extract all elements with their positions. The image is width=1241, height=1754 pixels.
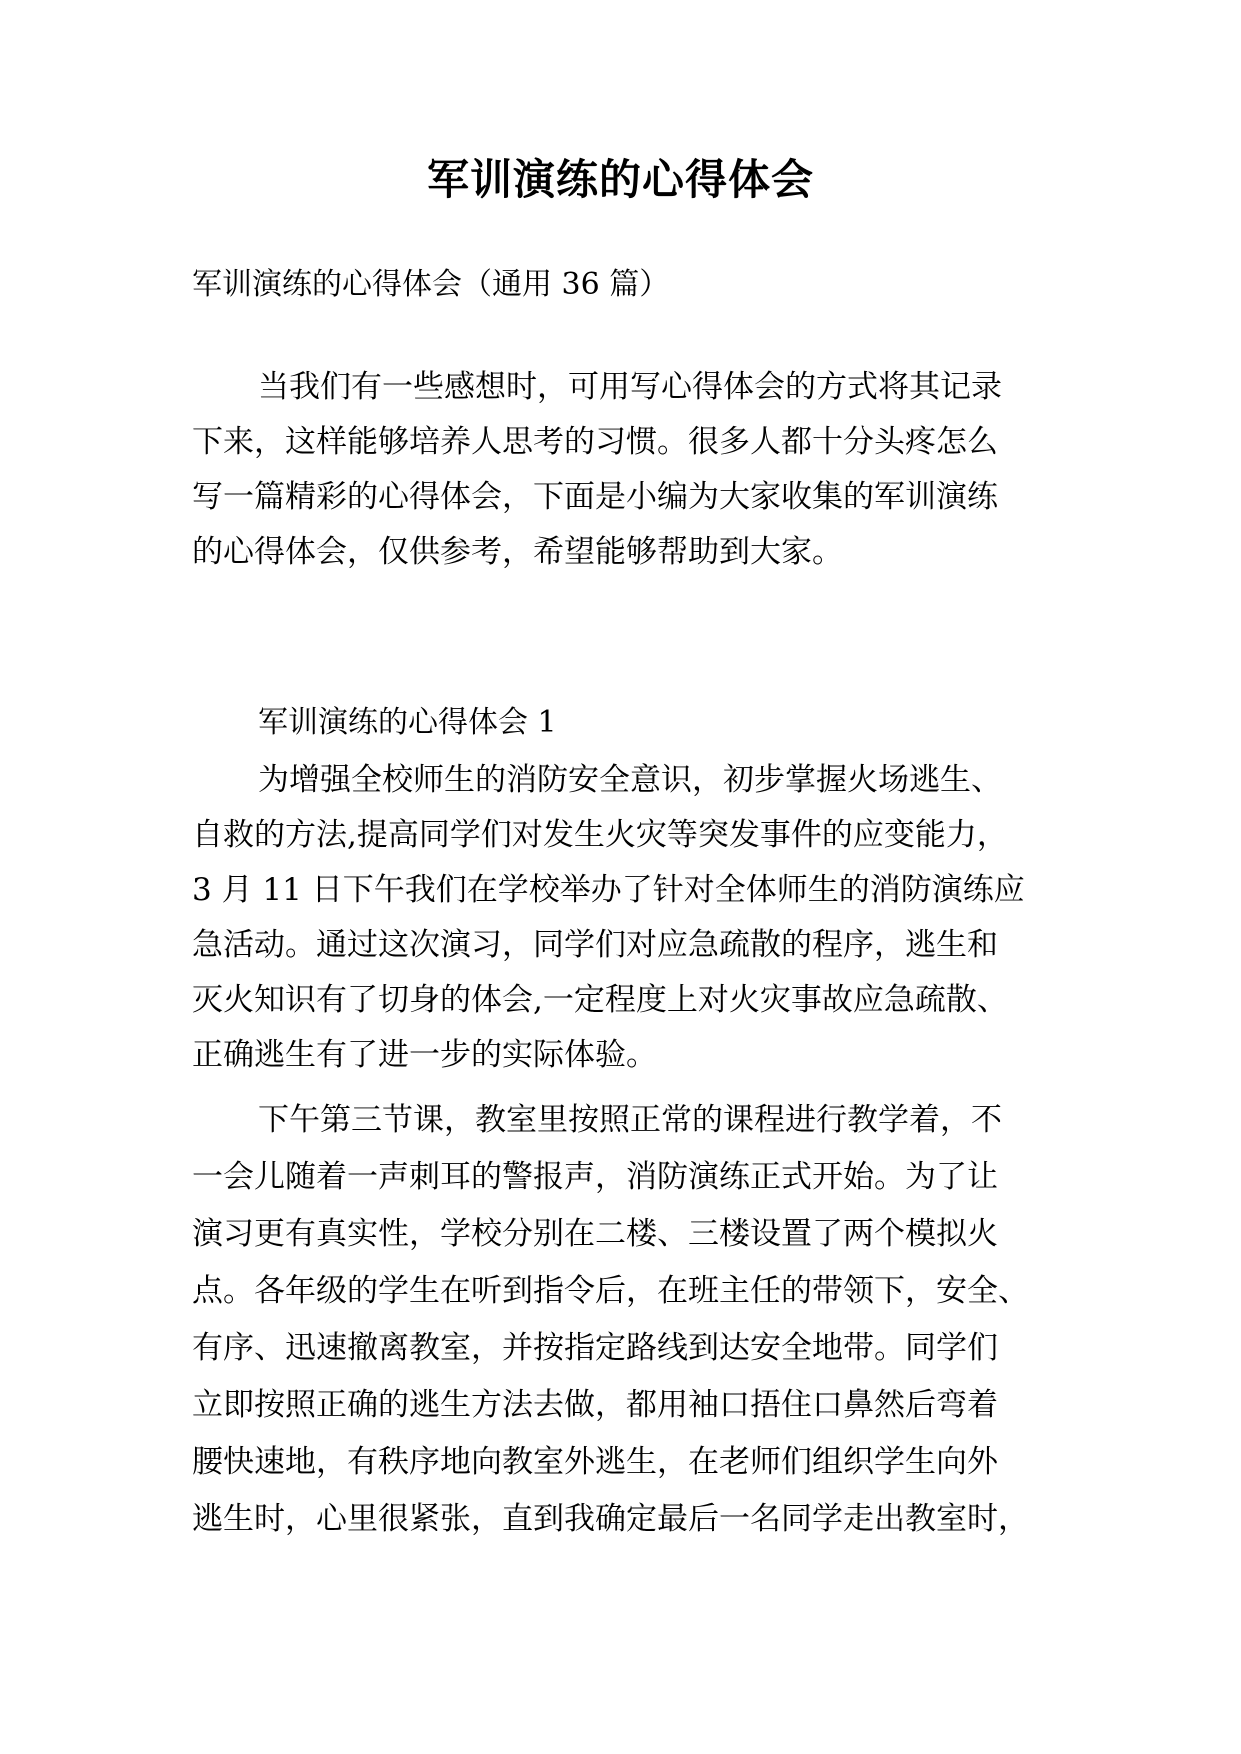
paragraph-line: 灭火知识有了切身的体会,一定程度上对火灾事故应急疏散、 xyxy=(192,982,1008,1018)
paragraph-line: 为增强全校师生的消防安全意识，初步掌握火场逃生、 xyxy=(258,762,1002,798)
section-heading: 军训演练的心得体会 1 xyxy=(258,705,557,740)
paragraph-line: 自救的方法,提高同学们对发生火灾等突发事件的应变能力， xyxy=(192,817,1008,853)
paragraph-line: 正确逃生有了进一步的实际体验。 xyxy=(192,1037,657,1073)
paragraph-line: 腰快速地，有秩序地向教室外逃生，在老师们组织学生向外 xyxy=(192,1444,998,1480)
paragraph-line: 逃生时，心里很紧张，直到我确定最后一名同学走出教室时， xyxy=(192,1501,1029,1537)
paragraph-line: 演习更有真实性，学校分别在二楼、三楼设置了两个模拟火 xyxy=(192,1216,998,1252)
paragraph-line: 点。各年级的学生在听到指令后，在班主任的带领下，安全、 xyxy=(192,1273,1029,1309)
intro-line: 写一篇精彩的心得体会，下面是小编为大家收集的军训演练 xyxy=(192,479,998,515)
paragraph-line: 下午第三节课，教室里按照正常的课程进行教学着，不 xyxy=(258,1102,1002,1138)
paragraph-line: 有序、迅速撤离教室，并按指定路线到达安全地带。同学们 xyxy=(192,1330,998,1366)
intro-line: 的心得体会，仅供参考，希望能够帮助到大家。 xyxy=(192,534,843,570)
intro-line: 当我们有一些感想时，可用写心得体会的方式将其记录 xyxy=(258,369,1002,405)
paragraph-line: 一会儿随着一声刺耳的警报声，消防演练正式开始。为了让 xyxy=(192,1159,998,1195)
paragraph-line: 立即按照正确的逃生方法去做，都用袖口捂住口鼻然后弯着 xyxy=(192,1387,998,1423)
document-subtitle: 军训演练的心得体会（通用 36 篇） xyxy=(192,267,670,302)
document-title: 军训演练的心得体会 xyxy=(426,155,814,204)
intro-line: 下来，这样能够培养人思考的习惯。很多人都十分头疼怎么 xyxy=(192,424,998,460)
paragraph-line: 3 月 11 日下午我们在学校举办了针对全体师生的消防演练应 xyxy=(192,872,1025,908)
paragraph-line: 急活动。通过这次演习，同学们对应急疏散的程序，逃生和 xyxy=(192,927,998,963)
